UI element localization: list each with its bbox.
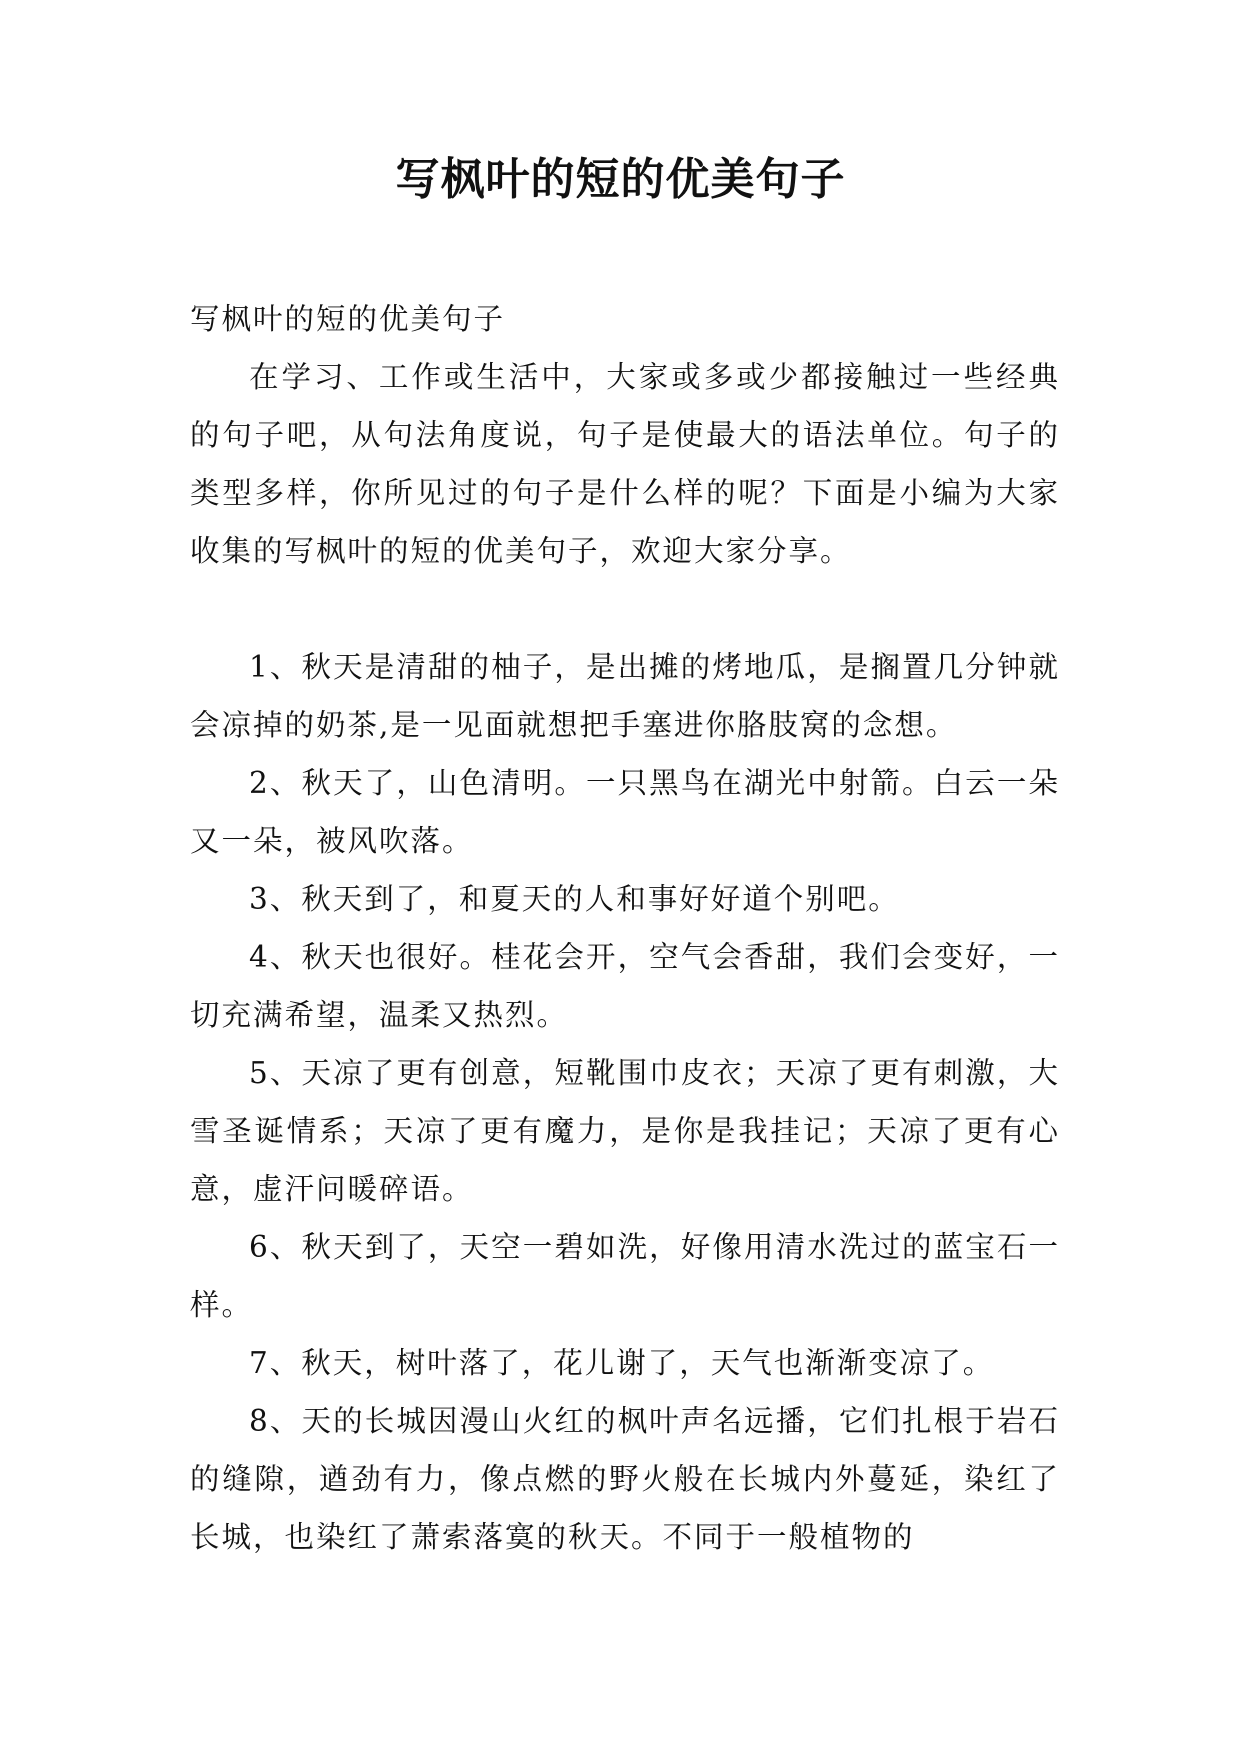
sentence-item-3: 3、秋天到了，和夏天的人和事好好道个别吧。 [249,882,900,916]
sentence-item-1: 1、秋天是清甜的柚子，是出摊的烤地瓜，是搁置几分钟就会凉掉的奶茶,是一见面就想把手塞进你胳肢窝的念想。 [190,650,1060,742]
sentence-item-8: 8、天的长城因漫山火红的枫叶声名远播，它们扎根于岩石的缝隙，遒劲有力，像点燃的野火般在长城内外蔓延，染红了长城，也染红了萧索落寞的秋天。不同于一般植物的 [190,1404,1060,1554]
document-body [190,290,1060,1566]
sentence-item-5: 5、天凉了更有创意，短靴围巾皮衣；天凉了更有刺激，大雪圣诞情系；天凉了更有魔力，是你是我挂记；天凉了更有心意，虚汗问暖碎语。 [190,1056,1060,1206]
document-subtitle: 写枫叶的短的优美句子 [190,302,506,336]
sentence-item-2: 2、秋天了，山色清明。一只黑鸟在湖光中射箭。白云一朵又一朵，被风吹落。 [190,766,1060,858]
sentence-item-7: 7、秋天，树叶落了，花儿谢了，天气也渐渐变凉了。 [249,1346,995,1380]
document-title: 写枫叶的短的优美句子 [395,154,846,205]
sentence-item-4: 4、秋天也很好。桂花会开，空气会香甜，我们会变好，一切充满希望，温柔又热烈。 [190,940,1060,1032]
sentence-item-6: 6、秋天到了，天空一碧如洗，好像用清水洗过的蓝宝石一样。 [190,1230,1060,1322]
paragraph-spacer [190,580,1060,638]
intro-paragraph: 在学习、工作或生活中，大家或多或少都接触过一些经典的句子吧，从句法角度说，句子是使最大的语法单位。句子的类型多样，你所见过的句子是什么样的呢？下面是小编为大家收集的写枫叶的短的优美句子，欢迎大家分享。 [190,360,1060,568]
